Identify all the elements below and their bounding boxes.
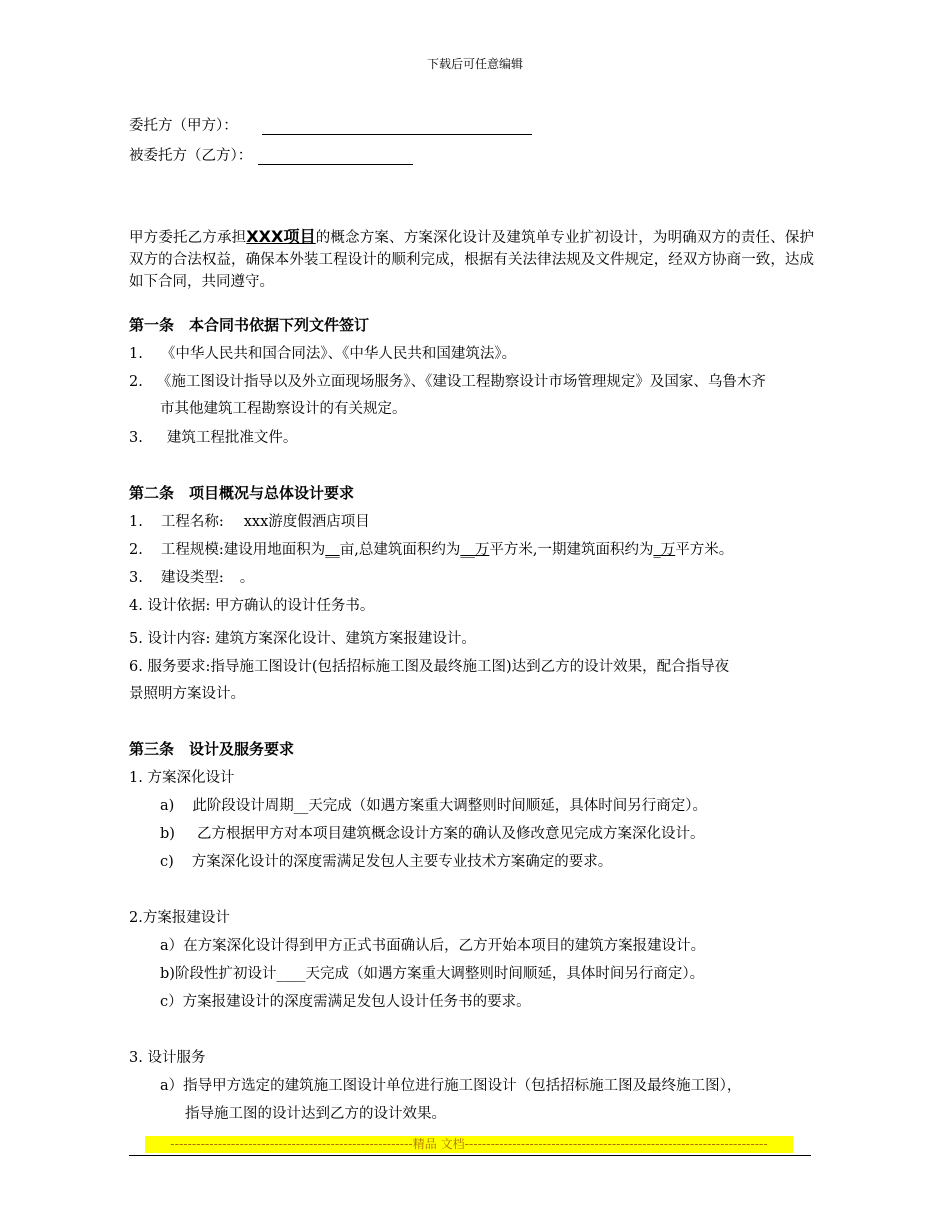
party-a-line <box>129 114 532 135</box>
article-2-item-5: 5. 设计内容: 建筑方案深化设计、建筑方案报建设计。 <box>129 631 476 647</box>
item-label: 工程名称: <box>160 514 224 530</box>
article-1-item-2-cont: 市其他建筑工程勘察设计的有关规定。 <box>160 401 407 417</box>
party-b-blank[interactable] <box>258 150 413 165</box>
item-marker: c) <box>160 854 174 870</box>
item-text: 《施工图设计指导以及外立面现场服务》、《建设工程勘察设计市场管理规定》及国家、乌鲁木齐 <box>156 374 766 390</box>
article-2-item-6-cont: 景照明方案设计。 <box>129 686 245 702</box>
section-1-title: 1. 方案深化设计 <box>129 770 235 786</box>
item-number: 2. <box>129 374 143 390</box>
item-text: 平方米,一期建筑面积约为 <box>489 542 654 558</box>
item-text: 亩,总建筑面积约为 <box>339 542 461 558</box>
party-a-label: 委托方（甲方）： <box>129 118 238 134</box>
article-1-item-1 <box>129 342 516 363</box>
item-marker: b) <box>160 826 175 842</box>
article-2-item-6: 6. 服务要求:指导施工图设计(包括招标施工图及最终施工图)达到乙方的设计效果，配合指导夜 <box>129 659 730 675</box>
party-b-line <box>129 144 413 165</box>
party-a-blank[interactable] <box>262 120 532 135</box>
item-number: 2. <box>129 542 143 558</box>
intro-paragraph <box>129 226 814 293</box>
item-value: 。 <box>239 570 255 586</box>
article-2-item-1 <box>129 510 370 531</box>
item-text: 《中华人民共和国合同法》、《中华人民共和国建筑法》。 <box>160 346 517 362</box>
item-number: 1. <box>129 346 143 362</box>
section-3-item-a: a）指导甲方选定的建筑施工图设计单位进行施工图设计（包括招标施工图及最终施工图）， <box>160 1078 742 1094</box>
article-1-title: 第一条 本合同书依据下列文件签订 <box>129 316 370 334</box>
section-3-title: 3. 设计服务 <box>129 1050 206 1066</box>
phase1-area-blank[interactable]: _万 <box>653 542 676 558</box>
footer-rule <box>129 1155 811 1156</box>
section-1-item-c <box>160 850 612 871</box>
item-text: 建筑工程批准文件。 <box>166 430 298 446</box>
section-3-item-a-cont: 指导施工图的设计达到乙方的设计效果。 <box>185 1106 446 1122</box>
intro-text-1: 甲方委托乙方承担 <box>129 230 247 246</box>
intro-text-2: 的概念方案、方案深化设计及建筑单专业扩初设计，为明确双方的责任、保护双方的合法权益，确保本外装工程设计的顺利完成，根据有关法律法规及文件规定，经双方协商一致，达成如下合同，共同遵守。 <box>129 230 815 290</box>
item-text: 此阶段设计周期__天完成（如遇方案重大调整则时间顺延，具体时间另行商定）。 <box>192 798 708 814</box>
article-1-item-3 <box>129 426 297 447</box>
item-number: 1. <box>129 514 143 530</box>
project-name: XXX项目 <box>246 227 316 246</box>
land-area-blank[interactable]: __ <box>325 542 340 558</box>
section-2-title: 2.方案报建设计 <box>129 910 230 926</box>
item-text: 乙方根据甲方对本项目建筑概念设计方案的确认及修改意见完成方案深化设计。 <box>196 826 705 842</box>
footer-watermark-bar <box>145 1136 793 1153</box>
total-area-blank[interactable]: __万 <box>460 542 490 558</box>
item-label: 建设类型: <box>160 570 224 586</box>
section-1-item-a <box>160 794 707 815</box>
article-1-item-2 <box>129 370 766 391</box>
page-header-note: 下载后可任意编辑 <box>426 57 523 71</box>
section-2-item-b: b)阶段性扩初设计____天完成（如遇方案重大调整则时间顺延，具体时间另行商定）。 <box>160 966 705 982</box>
section-1-item-b <box>160 822 704 843</box>
footer-dashes-left: -------------------------------------------------------- <box>170 1137 413 1151</box>
article-2-item-3 <box>129 566 254 587</box>
footer-dashes-right: ---------------------------------------------------------------------- <box>464 1137 768 1151</box>
article-2-title: 第二条 项目概况与总体设计要求 <box>129 484 355 502</box>
article-3-title: 第三条 设计及服务要求 <box>129 740 295 758</box>
section-2-item-c: c）方案报建设计的深度需满足发包人设计任务书的要求。 <box>160 994 531 1010</box>
article-2-item-4: 4. 设计依据: 甲方确认的设计任务书。 <box>129 598 375 614</box>
footer-label: 精品 文档 <box>412 1137 465 1151</box>
article-2-item-2 <box>129 538 733 559</box>
item-marker: a) <box>160 798 175 814</box>
section-2-item-a: a）在方案深化设计得到甲方正式书面确认后，乙方开始本项目的建筑方案报建设计。 <box>160 938 706 954</box>
party-b-label: 被委托方（乙方）： <box>129 148 253 164</box>
project-title-value: xxx游度假酒店项目 <box>243 514 370 530</box>
item-number: 3. <box>129 570 143 586</box>
item-text: 工程规模:建设用地面积为 <box>160 542 326 558</box>
item-text: 平方米。 <box>675 542 734 558</box>
item-text: 方案深化设计的深度需满足发包人主要专业技术方案确定的要求。 <box>191 854 613 870</box>
item-number: 3. <box>129 430 143 446</box>
